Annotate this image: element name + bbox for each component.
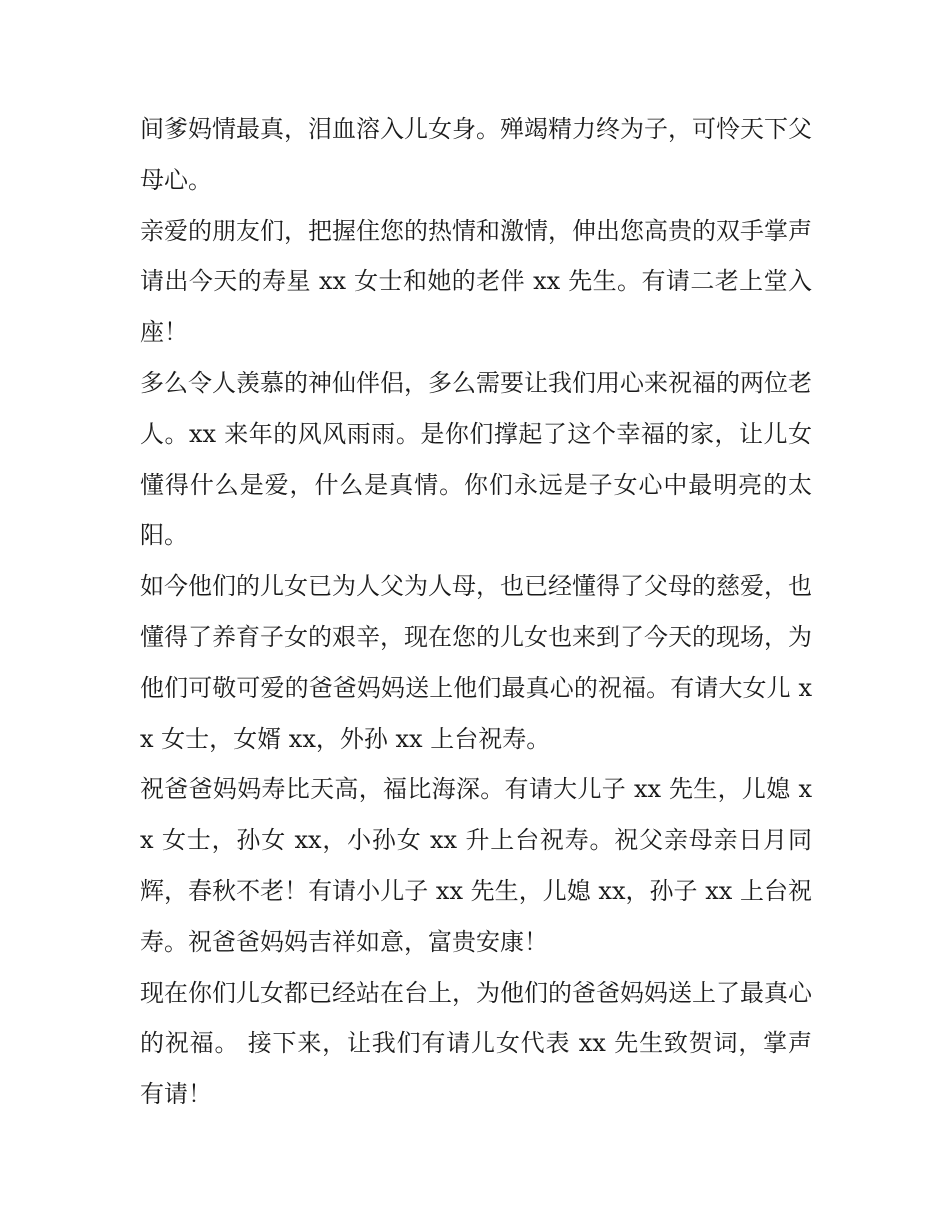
document-body bbox=[140, 104, 812, 1120]
paragraph: 如今他们的儿女已为人父为人母，也已经懂得了父母的慈爱，也懂得了养育子女的艰辛，现在您的儿女也来到了今天的现场，为他们可敬可爱的爸爸妈妈送上他们最真心的祝福。有请大女儿 xx 女士，女婿 xx，外孙 xx 上台祝寿。 bbox=[140, 572, 812, 753]
paragraph: 亲爱的朋友们，把握住您的热情和激情，伸出您高贵的双手掌声请出今天的寿星 xx 女士和她的老伴 xx 先生。有请二老上堂入座！ bbox=[140, 216, 812, 347]
paragraph: 间爹妈情最真，泪血溶入儿女身。殚竭精力终为子，可怜天下父母心。 bbox=[140, 115, 812, 194]
paragraph: 现在你们儿女都已经站在台上，为他们的爸爸妈妈送上了最真心的祝福。 接下来，让我们有请儿女代表 xx 先生致贺词，掌声有请！ bbox=[140, 978, 812, 1109]
paragraph: 祝爸爸妈妈寿比天高，福比海深。有请大儿子 xx 先生，儿媳 xx 女士，孙女 xx，小孙女 xx 升上台祝寿。祝父亲母亲日月同辉，春秋不老！有请小儿子 xx 先生，儿媳 xx，孙子 xx 上台祝寿。祝爸爸妈妈吉祥如意，富贵安康！ bbox=[140, 775, 812, 956]
paragraph: 多么令人羡慕的神仙伴侣，多么需要让我们用心来祝福的两位老人。xx 来年的风风雨雨。是你们撑起了这个幸福的家，让儿女懂得什么是爱，什么是真情。你们永远是子女心中最明亮的太阳。 bbox=[140, 368, 812, 550]
